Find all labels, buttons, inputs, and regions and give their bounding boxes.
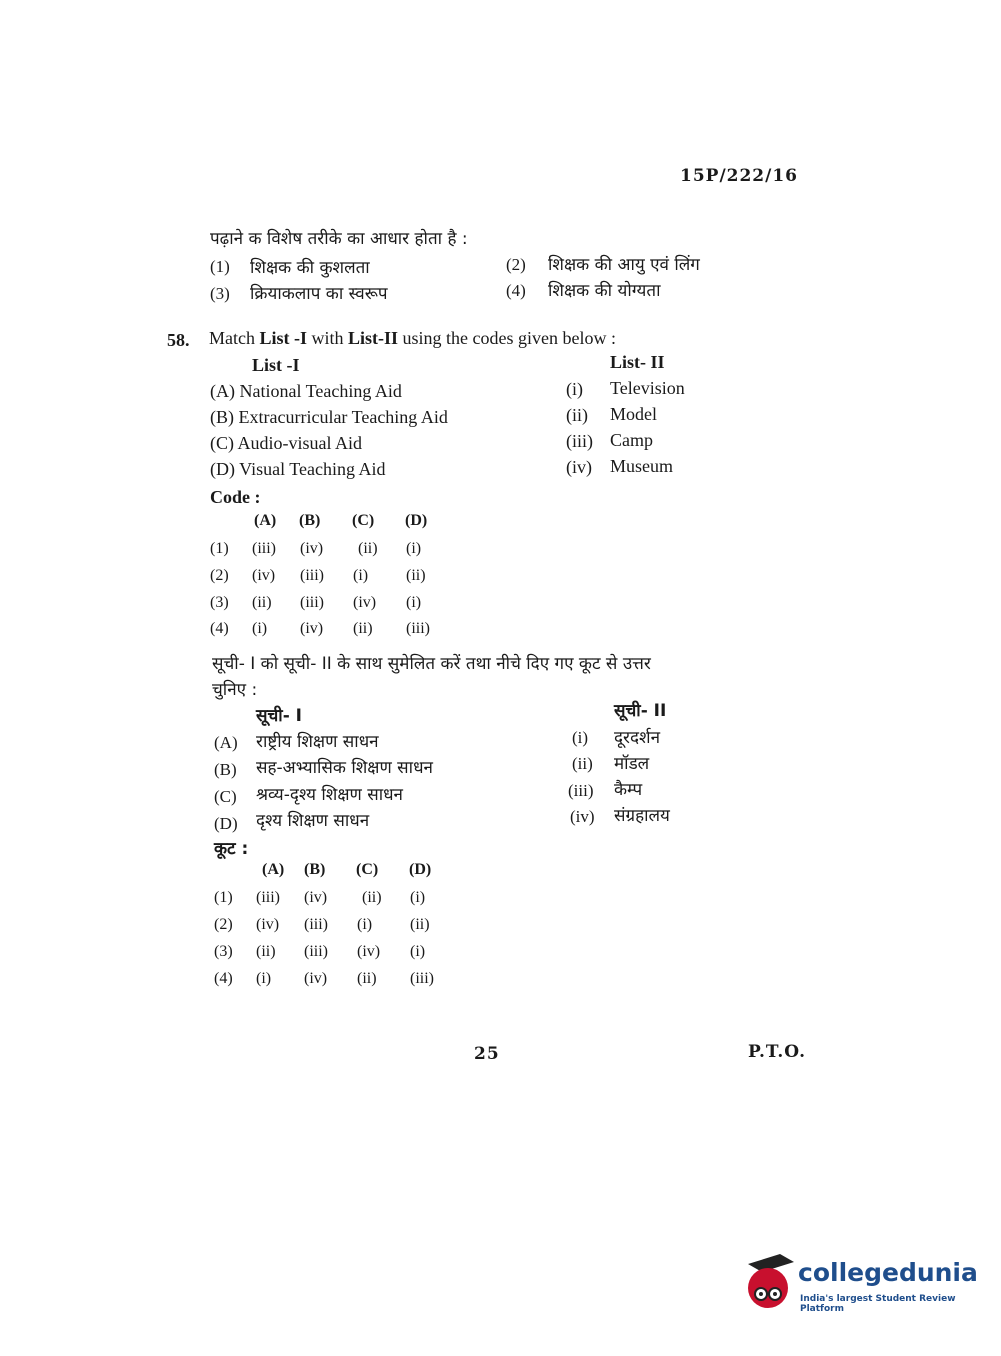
hindi-list2-1-text: दूरदर्शन [614, 728, 661, 748]
code-cell: (iv) [353, 594, 377, 611]
hindi-list1-d-text: दृश्य शिक्षण साधन [256, 811, 370, 831]
q58-stem-list1: List -I [259, 328, 307, 348]
brand-tagline: India's largest Student Review Platform [800, 1294, 956, 1314]
hindi-code-table [214, 861, 514, 991]
brand-name: collegedunia [798, 1258, 978, 1287]
hindi-code-option-number: (1) [214, 889, 233, 906]
code-header-d: (D) [405, 512, 428, 529]
code-cell: (iii) [252, 540, 276, 557]
code-cell: (ii) [353, 620, 373, 637]
code-cell: (i) [406, 540, 422, 557]
code-table [210, 512, 510, 642]
list1-item-a: (A) National Teaching Aid [210, 381, 402, 401]
code-cell: (iv) [300, 540, 324, 557]
page-number: 25 [474, 1044, 500, 1064]
hindi-code-row [214, 916, 514, 940]
list2-item-4-number: (iv) [566, 457, 592, 477]
q57-option-4-text: शिक्षक की योग्यता [548, 281, 661, 301]
list2-item-4-text: Museum [610, 456, 673, 476]
hindi-list2-2-number: (ii) [572, 754, 593, 773]
hindi-code-label: कूट : [214, 839, 249, 859]
hindi-code-cell: (i) [256, 970, 272, 987]
q57-option-2-number: (2) [506, 255, 526, 274]
code-cell: (ii) [406, 567, 426, 584]
hindi-code-cell: (iv) [357, 943, 381, 960]
code-row [210, 540, 510, 564]
hindi-code-cell: (ii) [362, 889, 382, 906]
code-cell: (iv) [300, 620, 324, 637]
q58-stem-list2: List-II [348, 328, 399, 348]
list1-item-b: (B) Extracurricular Teaching Aid [210, 407, 448, 427]
hindi-code-cell: (iv) [256, 916, 280, 933]
code-cell: (iv) [252, 567, 276, 584]
code-header-row [210, 512, 510, 536]
code-header-a: (A) [254, 512, 277, 529]
code-cell: (i) [252, 620, 268, 637]
code-row [210, 594, 510, 618]
code-option-number: (3) [210, 594, 229, 611]
code-cell: (i) [406, 594, 422, 611]
hindi-code-header-a: (A) [262, 861, 285, 878]
q57-option-3-number: (3) [210, 284, 230, 303]
code-header-c: (C) [352, 512, 375, 529]
code-cell: (iii) [300, 594, 324, 611]
list2-item-3-number: (iii) [566, 431, 593, 451]
hindi-code-cell: (i) [357, 916, 373, 933]
hindi-list2-title: सूची- II [614, 701, 667, 721]
code-cell: (iii) [406, 620, 430, 637]
hindi-list1-a-text: राष्ट्रीय शिक्षण साधन [256, 732, 379, 752]
list2-item-2-number: (ii) [566, 405, 588, 425]
code-option-number: (1) [210, 540, 229, 557]
pto-label: P.T.O. [748, 1042, 806, 1062]
list2-item-2-text: Model [610, 404, 657, 424]
hindi-code-row [214, 943, 514, 967]
question-number: 58. [167, 330, 190, 350]
q57-option-3-text: क्रियाकलाप का स्वरूप [250, 284, 388, 304]
hindi-code-cell: (iii) [304, 943, 328, 960]
hindi-code-cell: (ii) [256, 943, 276, 960]
hindi-list2-3-text: कैम्प [614, 780, 643, 800]
hindi-code-header-row [214, 861, 514, 885]
code-option-number: (4) [210, 620, 229, 637]
hindi-code-cell: (iii) [256, 889, 280, 906]
hindi-list2-3-number: (iii) [568, 781, 594, 800]
hindi-code-row [214, 970, 514, 994]
q58-stem-pre: Match [209, 328, 260, 348]
q58-stem-post: using the codes given below : [398, 328, 616, 348]
hindi-code-cell: (iv) [304, 970, 328, 987]
hindi-code-row [214, 889, 514, 913]
list1-title: List -I [252, 355, 300, 375]
list2-item-1-text: Television [610, 378, 685, 398]
q57-option-1-text: शिक्षक की कुशलता [250, 258, 370, 278]
hindi-list2-2-text: मॉडल [614, 754, 650, 774]
q58-hindi-stem-line1: सूची- I को सूची- II के साथ सुमेलित करें तथा नीचे दिए गए कूट से उत्तर [212, 654, 651, 674]
hindi-code-cell: (iv) [304, 889, 328, 906]
q57-stem-hindi: पढ़ाने क विशेष तरीके का आधार होता है : [210, 229, 468, 249]
collegedunia-logo [740, 1248, 978, 1318]
hindi-code-option-number: (2) [214, 916, 233, 933]
hindi-list1-b-number: (B) [214, 760, 237, 779]
list2-title: List- II [610, 352, 665, 372]
hindi-code-cell: (iii) [410, 970, 434, 987]
list1-item-d: (D) Visual Teaching Aid [210, 459, 386, 479]
code-cell: (ii) [252, 594, 272, 611]
code-row [210, 567, 510, 591]
code-cell: (iii) [300, 567, 324, 584]
hindi-code-header-c: (C) [356, 861, 379, 878]
hindi-list1-a-number: (A) [214, 733, 238, 752]
hindi-list2-1-number: (i) [572, 728, 589, 747]
q57-option-2-text: शिक्षक की आयु एवं लिंग [548, 255, 700, 275]
q57-option-4-number: (4) [506, 281, 526, 300]
hindi-list1-c-text: श्रव्य-दृश्य शिक्षण साधन [256, 785, 403, 805]
code-cell: (ii) [358, 540, 378, 557]
hindi-code-cell: (i) [410, 889, 426, 906]
list2-item-1-number: (i) [566, 379, 583, 399]
hindi-code-header-d: (D) [409, 861, 432, 878]
hindi-list1-title: सूची- I [256, 706, 302, 726]
q58-hindi-stem-line2: चुनिए : [212, 680, 258, 700]
q58-stem [209, 328, 616, 349]
hindi-list1-c-number: (C) [214, 787, 237, 806]
code-row [210, 620, 510, 644]
q58-stem-mid: with [307, 328, 349, 348]
hindi-code-header-b: (B) [304, 861, 326, 878]
list2-item-3-text: Camp [610, 430, 653, 450]
hindi-code-cell: (iii) [304, 916, 328, 933]
code-option-number: (2) [210, 567, 229, 584]
paper-code: 15P/222/16 [680, 166, 799, 186]
hindi-code-cell: (i) [410, 943, 426, 960]
hindi-code-cell: (ii) [410, 916, 430, 933]
hindi-list1-d-number: (D) [214, 814, 238, 833]
code-label: Code : [210, 487, 261, 507]
hindi-list2-4-text: संग्रहालय [614, 806, 670, 826]
hindi-code-option-number: (4) [214, 970, 233, 987]
code-header-b: (B) [299, 512, 321, 529]
q57-option-1-number: (1) [210, 257, 230, 276]
mascot-icon [740, 1248, 798, 1314]
hindi-code-option-number: (3) [214, 943, 233, 960]
code-cell: (i) [353, 567, 369, 584]
hindi-list2-4-number: (iv) [570, 807, 595, 826]
hindi-code-cell: (ii) [357, 970, 377, 987]
list1-item-c: (C) Audio-visual Aid [210, 433, 362, 453]
hindi-list1-b-text: सह-अभ्यासिक शिक्षण साधन [256, 758, 433, 778]
